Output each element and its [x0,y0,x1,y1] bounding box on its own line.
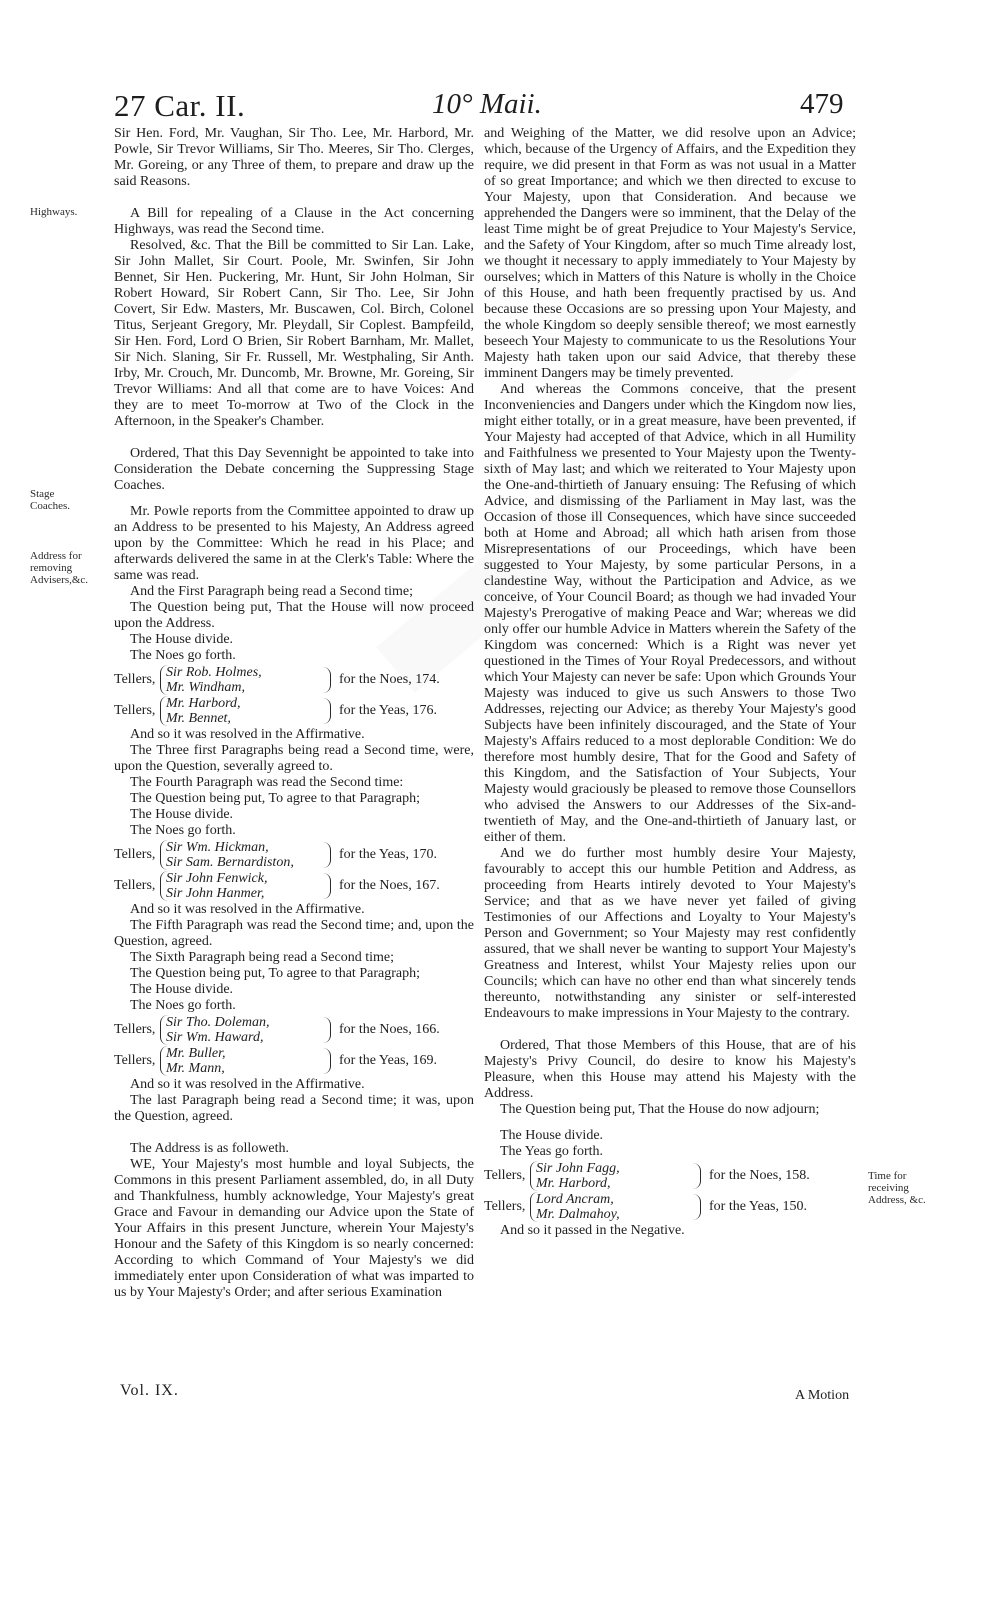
teller-name: Mr. Buller, [166,1046,226,1061]
tellers-label: Tellers, [114,1022,156,1037]
paragraph: And so it was resolved in the Affirmative. [130,902,365,917]
paragraph: The Three first Paragraphs being read a Second time, were, upon the Question, severally agreed to. [114,743,474,774]
tellers-entry [114,1046,474,1076]
teller-name: Sir Wm. Haward, [166,1030,264,1045]
teller-name: Sir Wm. Hickman, [166,840,269,855]
vote-count: for the Noes, 174. [339,672,440,687]
brace [316,698,331,724]
tellers-label: Tellers, [114,878,156,893]
brace [316,1017,331,1043]
paragraph: The Address is as followeth. [130,1141,290,1156]
teller-name: Mr. Harbord, [536,1176,611,1191]
tellers-names [160,696,316,726]
teller-name: Mr. Bennet, [166,711,231,726]
tellers-label: Tellers, [114,703,156,718]
margin-note-time: Time for receiving Address, &c. [868,1170,926,1206]
paragraph: The House divide. [500,1128,604,1143]
vote-count: for the Yeas, 169. [339,1053,437,1068]
paragraph: The Noes go forth. [130,648,236,663]
brace [316,667,331,693]
paragraph: Ordered, That this Day Sevennight be appointed to take into Consideration the Debate concerning the Suppressing Stage Coaches. [114,446,474,493]
paragraph: Resolved, &c. That the Bill be committed to Sir Lan. Lake, Sir John Mallet, Sir Court. Poole, Mr. Swinfen, Sir John Bennet, Sir Hen. Puckering, Mr. Hunt, Sir John Holman, Sir Robert Howard, Sir Robert Cann, Sir Tho. Lee, Sir John Covert, Sir Edw. Masters, Mr. Buscawen, Col. Birch, Colonel Titus, Serjeant Gregory, Mr. Pleydall, Sir Coplest. Bampfeild, Sir Hen. Ford, Lord O Brien, Sir Robert Barnham, Mr. Mallet, Sir Nich. Slaning, Sir Fr. Russell, Mr. Westphaling, Sir Anth. Irby, Mr. Crouch, Mr. Duncomb, Mr. Browne, Mr. Goreing, Sir Trevor Williams: And all that come are to have Voices: And they are to meet To-morrow at Two of the Clock in the Afternoon, in the Speaker's Chamber. [114,238,474,429]
margin-note-highways: Highways. [30,206,78,218]
paragraph: Mr. Powle reports from the Committee appointed to draw up an Address to be presented to his Majesty, An Address agreed upon by the Committee: Which he read in his Place; and afterwards delivered the same in at the Clerk's Table: Where the same was read. [114,504,474,583]
tellers-entry [484,1161,856,1191]
brace [316,873,331,899]
paragraph: The Noes go forth. [130,998,236,1013]
tellers-label: Tellers, [484,1199,526,1214]
brace [686,1194,701,1220]
paragraph: And whereas the Commons conceive, that the present Inconveniencies and Dangers under which the Kingdom now lies, might either totally, or in a great measure, have been prevented, if Your Majesty had accepted of that Advice, which in all Humility and Faithfulness we presented to Your Majesty upon the Twenty-sixth of May last; and which we reiterated to Your Majesty upon the One-and-thirtieth of January ensuing: The Refusing of which Advice, and dismissing of the Parliament in May last, was the Occasion of those ill Consequences, which have since succeeded both at Home and Abroad; all which hath arisen from those Misrepresentations of our Proceedings, which have been suggested to Your Majesty, by some particular Persons, in a clandestine Way, without the Participation and Advice, as we conceive, of Your Council Board; as though we had invaded Your Majesty's Prerogative of making Peace and War; whereas we did only offer our humble Advice in Matters wherein the Safety of the Kingdom was concerned: Which is a Right was never yet questioned in the Times of Your Royal Predecessors, and without which Your Majesty can never be safe: Upon which Grounds Your Majesty was induced to give us such Answers to those Two Addresses, rejecting our Advice; as thereby Your Majesty's good Subjects have been infinitely discouraged, and the State of Your Majesty's Affairs reduced to a most deplorable Condition: We do therefore most humbly desire, That for the Good and Safety of this Kingdom, and the Satisfaction of Your Subjects, Your Majesty would graciously be pleased to remove those Counsellors who advised the Answers to our Addresses of the Six-and-twentieth of May, and the One-and-thirtieth of January last, or either of them. [484,382,856,845]
brace [316,1048,331,1074]
page-date: 10° Maii. [432,88,542,120]
tellers-entry [114,871,474,901]
vote-count: for the Yeas, 176. [339,703,437,718]
tellers-entry [484,1192,856,1222]
paragraph: A Bill for repealing of a Clause in the Act concerning Highways, was read the Second time. [114,206,474,237]
teller-name: Mr. Dalmahoy, [536,1207,620,1222]
page-number: 479 [800,88,844,120]
teller-name: Mr. Harbord, [166,696,241,711]
brace [686,1163,701,1189]
vote-count: for the Yeas, 150. [709,1199,807,1214]
vote-count: for the Noes, 167. [339,878,440,893]
paragraph: Ordered, That those Members of this House, that are of his Majesty's Privy Council, do desire to know his Majesty's Pleasure, when this House may attend his Majesty with the Address. [484,1038,856,1101]
teller-name: Sir Sam. Bernardiston, [166,855,294,870]
tellers-names [160,840,316,870]
paragraph: The House divide. [130,632,234,647]
tellers-label: Tellers, [484,1168,526,1183]
paragraph: The Fifth Paragraph was read the Second time; and, upon the Question, agreed. [114,918,474,949]
paragraph: The Noes go forth. [130,823,236,838]
tellers-label: Tellers, [114,672,156,687]
paragraph: The Fourth Paragraph was read the Second time: [130,775,404,790]
teller-name: Mr. Mann, [166,1061,225,1076]
vote-count: for the Noes, 158. [709,1168,810,1183]
volume-number: Vol. IX. [120,1382,179,1399]
tellers-entry [114,696,474,726]
vote-count: for the Yeas, 170. [339,847,437,862]
teller-name: Mr. Windham, [166,680,245,695]
paragraph: The Question being put, To agree to that Paragraph; [130,791,420,806]
regnal-year: 27 Car. II. [114,88,246,123]
paragraph: And we do further most humbly desire Your Majesty, favourably to accept this our humble Petition and Address, as proceeding from Hearts intirely devoted to Your Majesty's Service; and that as we have never yet failed of giving Testimonies of our Affections and Loyalty to Your Majesty's Person and Government; so Your Majesty may rest confidently assured, that we shall never be wanting to support Your Majesty's Greatness and Interest, whilst Your Majesty relies upon our Councils; which can have no other end than what sincerely tends thereunto, notwithstanding any sinister or self-interested Endeavours to make impressions in Your Majesty to the contrary. [484,846,856,1021]
paragraph: The Question being put, To agree to that Paragraph; [130,966,420,981]
paragraph: The House divide. [130,807,234,822]
tellers-label: Tellers, [114,1053,156,1068]
tellers-names [160,871,316,901]
margin-note-address: Address for removing Advisers,&c. [30,550,89,586]
tellers-entry [114,840,474,870]
tellers-entry [114,665,474,695]
right-column [484,126,856,1239]
teller-name: Sir Tho. Doleman, [166,1015,270,1030]
teller-name: Sir Rob. Holmes, [166,665,262,680]
teller-name: Sir John Hanmer, [166,886,265,901]
teller-name: Sir John Fenwick, [166,871,268,886]
tellers-names [160,1015,316,1045]
teller-name: Lord Ancram, [536,1192,614,1207]
tellers-names [530,1161,686,1191]
paragraph: The Yeas go forth. [500,1144,604,1159]
vote-count: for the Noes, 166. [339,1022,440,1037]
paragraph: WE, Your Majesty's most humble and loyal Subjects, the Commons in this present Parliament assembled, do, in all Duty and Thankfulness, humbly acknowledge, Your Majesty's great Grace and Favour in demanding our Advice upon the State of Your Affairs in this present Juncture, wherein Your Majesty's Honour and the Safety of this Kingdom is so nearly concerned: According to which Command of Your Majesty's we did immediately enter upon Consideration of what was imparted to us by Your Majesty's Order; and after serious Examination [114,1157,474,1300]
left-column [114,126,474,1301]
tellers-names [160,665,316,695]
tellers-label: Tellers, [114,847,156,862]
paragraph: and Weighing of the Matter, we did resolve upon an Advice; which, because of the Urgency of Affairs, and the Expedition they require, we did present in that Form as was not usual in a Matter of so great Importance; and which we then directed to excuse to Your Majesty, upon that Consideration. And because we apprehended the Dangers were so imminent, that the Delay of the least Time might be of great Prejudice to Your Majesty's Service, and the Safety of Your Kingdom, after so much Time already lost, we thought it necessary to apply immediately to Your Majesty by ourselves; which in Matters of this Nature is wholly in the Choice of this House, and hath been frequently practised by us. And because these Occasions are so pressing upon Your Majesty, and the whole Kingdom so deeply sensible thereof; we most earnestly beseech Your Majesty to communicate to us the Resolutions Your Majesty hath taken upon our said Advice, that thereby these imminent Dangers may be timely prevented. [484,126,856,381]
paragraph: The Question being put, That the House will now proceed upon the Address. [114,600,474,631]
catchword: A Motion [795,1388,850,1403]
paragraph: The Question being put, That the House do now adjourn; [500,1102,820,1117]
tellers-entry [114,1015,474,1045]
paragraph: The last Paragraph being read a Second time; it was, upon the Question, agreed. [114,1093,474,1124]
paragraph: And so it was resolved in the Affirmative. [130,727,365,742]
tellers-names [160,1046,316,1076]
paragraph: And the First Paragraph being read a Second time; [130,584,414,599]
brace [316,842,331,868]
teller-name: Sir John Fagg, [536,1161,620,1176]
paragraph: The House divide. [130,982,234,997]
paragraph: And so it passed in the Negative. [500,1223,685,1238]
margin-note-stage-coaches: Stage Coaches. [30,488,71,512]
paragraph: And so it was resolved in the Affirmative. [130,1077,365,1092]
paragraph: Sir Hen. Ford, Mr. Vaughan, Sir Tho. Lee, Mr. Harbord, Mr. Powle, Sir Trevor Williams, Sir Tho. Meeres, Sir Tho. Clerges, Mr. Goreing, or any Three of them, to prepare and draw up the said Reasons. [114,126,474,189]
tellers-names [530,1192,686,1222]
paragraph: The Sixth Paragraph being read a Second time; [130,950,394,965]
